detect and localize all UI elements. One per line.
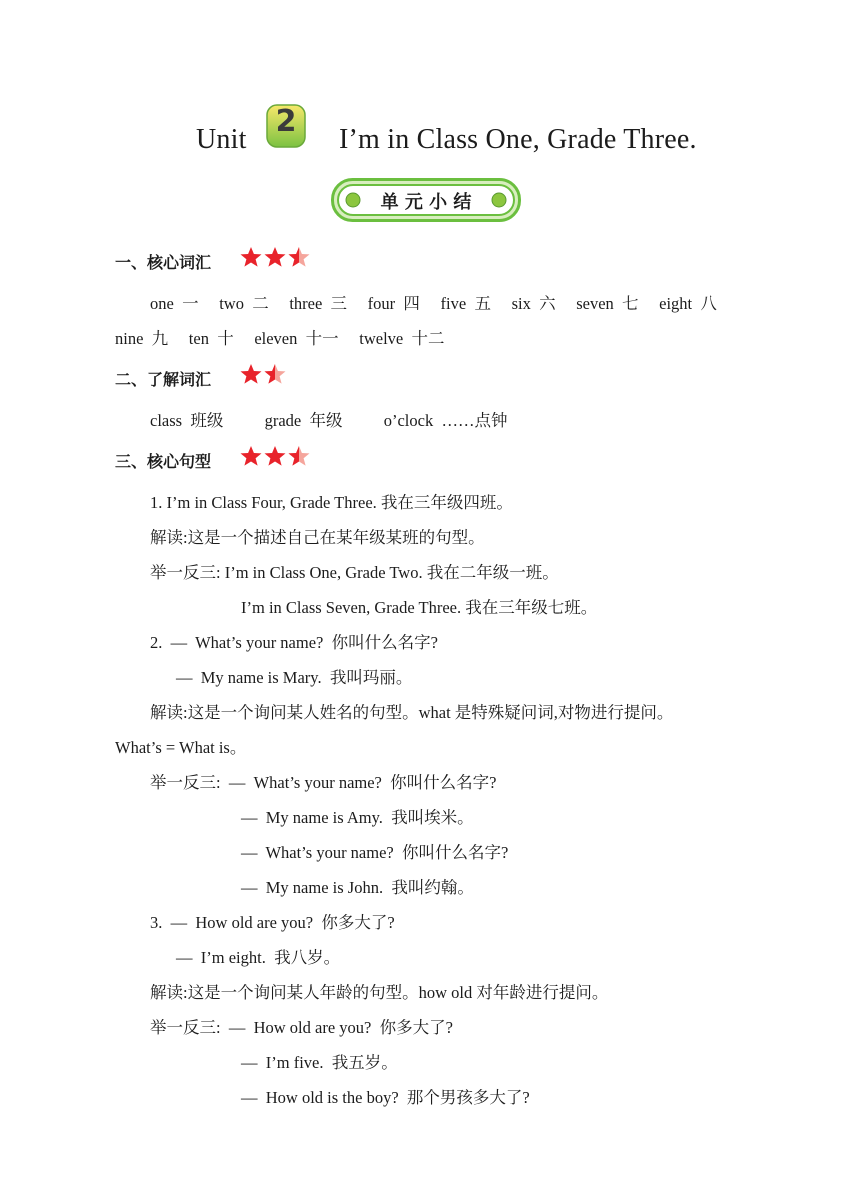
known-words-line-1: class 班级 grade 年级 o’clock ……点钟 <box>150 411 508 430</box>
section-heading-core-sentences: 三、核心句型 <box>115 452 212 471</box>
sentence-line: 3. — How old are you? 你多大了? <box>150 913 395 932</box>
banner-label: 单 元 小 结 <box>380 192 472 213</box>
core-words-line-1: one 一 two 二 three 三 four 四 five 五 six 六 seven 七 eight 八 <box>150 294 717 313</box>
sentence-line: — I’m eight. 我八岁。 <box>176 948 341 967</box>
rating-stars-core-words <box>240 246 316 268</box>
sentence-line: 解读:这是一个描述自己在某年级某班的句型。 <box>150 528 485 547</box>
unit-word: Unit <box>196 124 247 155</box>
sentence-line: — My name is Amy. 我叫埃米。 <box>241 808 474 827</box>
star-icon <box>265 247 286 267</box>
unit-number: 2 <box>275 104 297 139</box>
sentence-line: 解读:这是一个询问某人年龄的句型。how old 对年龄进行提问。 <box>150 983 609 1002</box>
sentence-line: 1. I’m in Class Four, Grade Three. 我在三年级四班。 <box>150 493 513 512</box>
sentence-line: — I’m five. 我五岁。 <box>241 1053 398 1072</box>
rating-stars-known-words <box>240 363 292 385</box>
sentence-line: What’s = What is。 <box>115 738 247 757</box>
sentence-line: 解读:这是一个询问某人姓名的句型。what 是特殊疑问词,对物进行提问。 <box>150 703 674 722</box>
sentence-line: 2. — What’s your name? 你叫什么名字? <box>150 633 438 652</box>
star-icon <box>265 446 286 466</box>
star-icon <box>241 247 262 267</box>
sentence-line: I’m in Class Seven, Grade Three. 我在三年级七班。 <box>241 598 598 617</box>
unit-subtitle: I’m in Class One, Grade Three. <box>339 124 697 155</box>
star-icon <box>241 446 262 466</box>
core-words-line-2: nine 九 ten 十 eleven 十一 twelve 十二 <box>115 329 445 348</box>
sentence-line: — My name is John. 我叫约翰。 <box>241 878 474 897</box>
sentence-line: 举一反三: — What’s your name? 你叫什么名字? <box>150 773 497 792</box>
sentence-line: — What’s your name? 你叫什么名字? <box>241 843 509 862</box>
unit-number-badge <box>264 102 308 150</box>
sentence-line: 举一反三: I’m in Class One, Grade Two. 我在二年级一班。 <box>150 563 559 582</box>
unit-summary-banner <box>331 178 521 222</box>
section-heading-core-words: 一、核心词汇 <box>115 253 212 272</box>
section-heading-known-words: 二、了解词汇 <box>115 370 212 389</box>
star-icon <box>241 364 262 384</box>
sentence-line: — My name is Mary. 我叫玛丽。 <box>176 668 413 687</box>
rating-stars-core-sentences <box>240 445 316 467</box>
sentence-line: — How old is the boy? 那个男孩多大了? <box>241 1088 530 1107</box>
sentence-line: 举一反三: — How old are you? 你多大了? <box>150 1018 453 1037</box>
